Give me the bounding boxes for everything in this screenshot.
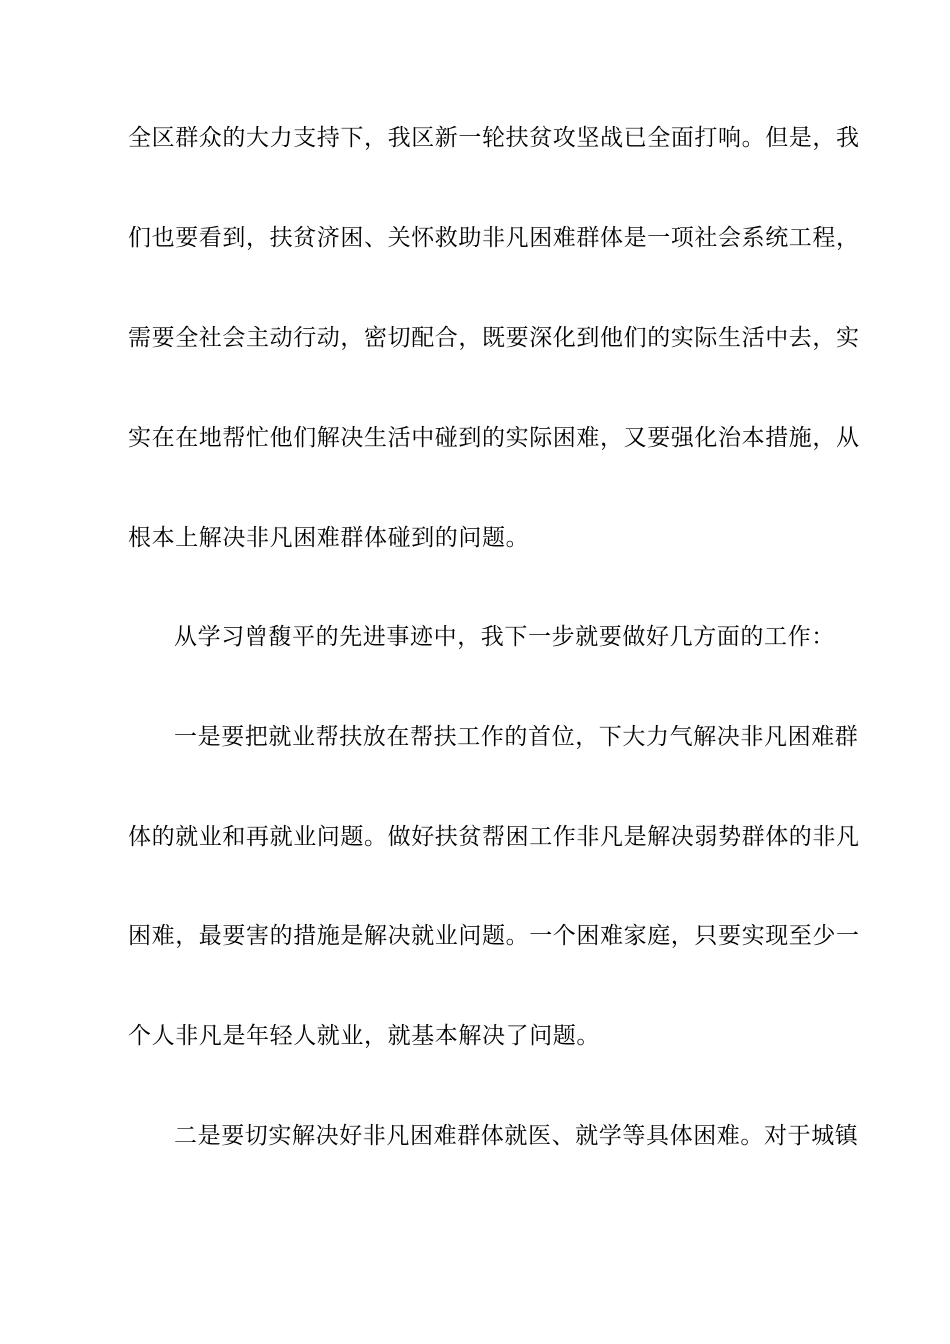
- paragraph-first-line: 一是要把就业帮扶放在帮扶工作的首位，下大力气解决非凡困难群: [174, 724, 859, 750]
- text-line: 体的就业和再就业问题。做好扶贫帮困工作非凡是解决弱势群体的非凡: [128, 824, 860, 850]
- text-line: 困难，最要害的措施是解决就业问题。一个困难家庭，只要实现至少一: [128, 923, 860, 949]
- text-line: 需要全社会主动行动，密切配合，既要深化到他们的实际生活中去，实: [128, 325, 860, 351]
- paragraph-first-line: 二是要切实解决好非凡困难群体就医、就学等具体困难。对于城镇: [174, 1123, 859, 1149]
- text-line: 全区群众的大力支持下，我区新一轮扶贫攻坚战已全面打响。但是，我: [128, 125, 860, 151]
- text-line: 个人非凡是年轻人就业，就基本解决了问题。: [128, 1023, 600, 1049]
- text-line: 实在在地帮忙他们解决生活中碰到的实际困难，又要强化治本措施，从: [128, 425, 860, 451]
- text-line: 们也要看到，扶贫济困、关怀救助非凡困难群体是一项社会系统工程，: [128, 225, 860, 251]
- paragraph-first-line: 从学习曾馥平的先进事迹中，我下一步就要做好几方面的工作：: [174, 624, 835, 650]
- text-line: 根本上解决非凡困难群体碰到的问题。: [128, 525, 530, 551]
